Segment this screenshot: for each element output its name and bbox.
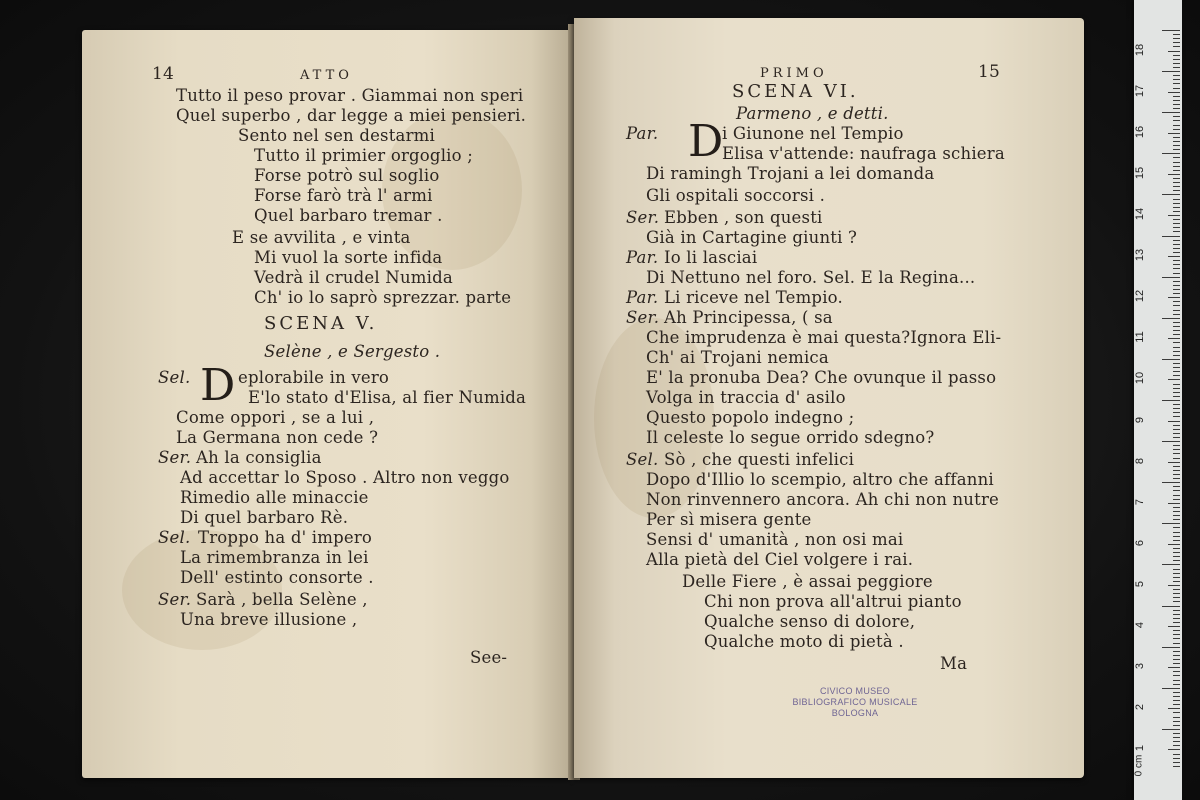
dialogue-line: i Giunone nel Tempio xyxy=(722,124,904,143)
verse-line: Quel barbaro tremar . xyxy=(254,206,443,225)
ruler-tick xyxy=(1173,67,1180,68)
ruler-tick xyxy=(1173,717,1180,718)
ruler-number: 17 xyxy=(1134,84,1146,97)
ruler-tick xyxy=(1173,116,1180,117)
ruler-tick xyxy=(1162,400,1180,401)
ruler-tick xyxy=(1173,511,1180,512)
ruler-tick xyxy=(1173,281,1180,282)
ruler-tick xyxy=(1173,704,1180,705)
dialogue-line: Qualche moto di pietà . xyxy=(704,632,904,651)
ruler-tick xyxy=(1173,622,1180,623)
ruler-tick xyxy=(1162,71,1180,72)
speaker-label: Ser. xyxy=(626,308,660,327)
ruler-tick xyxy=(1173,581,1180,582)
dialogue-line: Il celeste lo segue orrido sdegno? xyxy=(646,428,935,447)
ruler-number: 5 xyxy=(1134,580,1146,588)
dialogue-line: Rimedio alle minaccie xyxy=(180,488,369,507)
dialogue-line: Alla pietà del Ciel volgere i rai. xyxy=(646,550,914,569)
ruler-tick xyxy=(1173,437,1180,438)
ruler-tick xyxy=(1173,384,1180,385)
ruler-tick xyxy=(1173,301,1180,302)
ruler-tick xyxy=(1173,453,1180,454)
ruler-tick xyxy=(1173,540,1180,541)
speaker-label: Sel. xyxy=(158,368,191,387)
ruler-tick xyxy=(1173,593,1180,594)
dialogue-line: Li riceve nel Tempio. xyxy=(664,288,843,307)
running-head-left: ATTO xyxy=(300,68,353,83)
ruler-tick xyxy=(1173,186,1180,187)
ruler-tick xyxy=(1162,236,1180,237)
dialogue-line: Volga in traccia d' asilo xyxy=(646,388,846,407)
ruler-tick xyxy=(1173,569,1180,570)
ruler-tick xyxy=(1173,178,1180,179)
ruler-tick xyxy=(1173,355,1180,356)
ruler-tick xyxy=(1173,630,1180,631)
ruler-tick xyxy=(1173,330,1180,331)
ruler-tick xyxy=(1173,104,1180,105)
ruler-tick xyxy=(1173,322,1180,323)
ruler-tick xyxy=(1173,515,1180,516)
ruler-tick xyxy=(1173,141,1180,142)
ruler-tick xyxy=(1173,79,1180,80)
ruler-tick xyxy=(1173,433,1180,434)
ruler-tick xyxy=(1173,536,1180,537)
dropcap-right: D xyxy=(688,116,724,167)
dialogue-line: Qualche senso di dolore, xyxy=(704,612,916,631)
ruler-tick xyxy=(1162,688,1180,689)
dialogue-line: Già in Cartagine giunti ? xyxy=(646,228,858,247)
ruler-tick xyxy=(1173,388,1180,389)
dialogue-line: Ad accettar lo Sposo . Altro non veggo xyxy=(180,468,510,487)
ruler-tick xyxy=(1173,486,1180,487)
dialogue-line: Sarà , bella Selène , xyxy=(196,590,368,609)
ruler-tick xyxy=(1168,256,1180,257)
ruler-tick xyxy=(1173,643,1180,644)
ruler-tick xyxy=(1162,30,1180,31)
verse-line: Tutto il peso provar . Giammai non speri xyxy=(176,86,524,105)
ruler-tick xyxy=(1173,285,1180,286)
ruler-tick xyxy=(1173,244,1180,245)
ruler-tick xyxy=(1173,470,1180,471)
ruler-tick xyxy=(1173,199,1180,200)
ruler-tick xyxy=(1173,223,1180,224)
ruler-tick xyxy=(1173,733,1180,734)
dialogue-line: Dell' estinto consorte . xyxy=(180,568,374,587)
ruler-tick xyxy=(1173,207,1180,208)
ruler-number: 7 xyxy=(1134,498,1146,505)
ruler-number: 1 xyxy=(1134,745,1146,752)
dialogue-line: Una breve illusione , xyxy=(180,610,358,629)
ruler-tick xyxy=(1168,421,1180,422)
ruler-tick xyxy=(1168,215,1180,216)
ruler-tick xyxy=(1173,310,1180,311)
ruler-tick xyxy=(1173,527,1180,528)
stamp-line: BOLOGNA xyxy=(831,708,879,718)
ruler-tick xyxy=(1173,573,1180,574)
ruler-tick xyxy=(1173,88,1180,89)
ruler-tick xyxy=(1173,375,1180,376)
running-head-right: PRIMO xyxy=(760,66,828,81)
ruler-tick xyxy=(1168,297,1180,298)
ruler-tick xyxy=(1162,482,1180,483)
library-stamp xyxy=(780,686,930,719)
ruler-tick xyxy=(1162,564,1180,565)
ruler-unit-label: 0 cm xyxy=(1133,754,1145,777)
ruler-tick xyxy=(1173,478,1180,479)
ruler-tick xyxy=(1173,137,1180,138)
ruler-tick xyxy=(1173,675,1180,676)
ruler-tick xyxy=(1173,758,1180,759)
ruler-tick xyxy=(1173,741,1180,742)
ruler-tick xyxy=(1173,211,1180,212)
dialogue-line: Non rinvennero ancora. Ah chi non nutre xyxy=(646,490,1000,509)
ruler-tick xyxy=(1168,503,1180,504)
ruler-tick xyxy=(1173,162,1180,163)
ruler-tick xyxy=(1173,326,1180,327)
ruler-tick xyxy=(1173,120,1180,121)
speaker-label: Ser. xyxy=(626,208,660,227)
ruler-tick xyxy=(1173,363,1180,364)
verse-line: Forse farò trà l' armi xyxy=(254,186,433,205)
ruler-tick xyxy=(1168,92,1180,93)
ruler-tick xyxy=(1173,219,1180,220)
dialogue-line: Di ramingh Trojani a lei domanda xyxy=(646,164,935,183)
ruler-number: 11 xyxy=(1134,331,1146,344)
ruler-number: 14 xyxy=(1134,207,1146,221)
ruler-tick xyxy=(1173,273,1180,274)
ruler-tick xyxy=(1168,667,1180,668)
ruler-tick xyxy=(1173,556,1180,557)
ruler-number: 6 xyxy=(1134,539,1146,546)
ruler-tick xyxy=(1173,166,1180,167)
ruler-tick xyxy=(1173,347,1180,348)
speaker-label: Sel. xyxy=(158,528,191,547)
ruler-tick xyxy=(1173,700,1180,701)
verse-line: E se avvilita , e vinta xyxy=(232,228,411,247)
ruler-tick xyxy=(1173,408,1180,409)
ruler-number: 3 xyxy=(1134,663,1146,670)
ruler-tick xyxy=(1162,647,1180,648)
verse-line: Sento nel sen destarmi xyxy=(238,126,435,145)
speaker-label: Par. xyxy=(626,124,659,143)
dialogue-line: E' la pronuba Dea? Che ovunque il passo xyxy=(646,368,997,387)
ruler-tick xyxy=(1173,129,1180,130)
ruler-tick xyxy=(1173,745,1180,746)
ruler-tick xyxy=(1173,367,1180,368)
ruler-tick xyxy=(1173,157,1180,158)
ruler-tick xyxy=(1173,268,1180,269)
ruler-tick xyxy=(1168,749,1180,750)
verse-line: Ch' io lo saprò sprezzar. parte xyxy=(254,288,512,307)
ruler-tick xyxy=(1173,46,1180,47)
ruler-tick xyxy=(1173,231,1180,232)
dialogue-line: Dopo d'Illio lo scempio, altro che affanni xyxy=(646,470,994,489)
ruler-tick xyxy=(1168,544,1180,545)
ruler-number: 13 xyxy=(1134,248,1146,262)
measurement-ruler xyxy=(1134,0,1182,800)
ruler-tick xyxy=(1162,112,1180,113)
scene-heading-right: SCENA VI. xyxy=(732,81,859,102)
ruler-tick xyxy=(1173,445,1180,446)
ruler-tick xyxy=(1162,606,1180,607)
ruler-tick xyxy=(1173,170,1180,171)
dialogue-line: Come oppori , se a lui , xyxy=(176,408,375,427)
ruler-tick xyxy=(1173,75,1180,76)
dialogue-line: Di Nettuno nel foro. Sel. E la Regina... xyxy=(646,268,976,287)
ruler-tick xyxy=(1168,51,1180,52)
ruler-tick xyxy=(1162,441,1180,442)
ruler-tick xyxy=(1173,396,1180,397)
ruler-tick xyxy=(1173,38,1180,39)
dropcap-left: D xyxy=(200,360,236,411)
ruler-tick xyxy=(1173,371,1180,372)
dialogue-line: La rimembranza in lei xyxy=(180,548,369,567)
characters-right: Parmeno , e detti. xyxy=(736,104,889,123)
ruler-tick xyxy=(1173,552,1180,553)
page-number-right: 15 xyxy=(978,62,1001,82)
speaker-label: Ser. xyxy=(158,448,192,467)
ruler-tick xyxy=(1173,404,1180,405)
scene-heading-left: SCENA V. xyxy=(264,313,378,334)
speaker-label: Ser. xyxy=(158,590,192,609)
ruler-tick xyxy=(1173,334,1180,335)
dialogue-line: Sensi d' umanità , non osi mai xyxy=(646,530,904,549)
ruler-tick xyxy=(1168,626,1180,627)
dialogue-line: Ah Principessa, ( sa xyxy=(664,308,833,327)
ruler-tick xyxy=(1162,359,1180,360)
dialogue-line: Io li lasciai xyxy=(664,248,758,267)
ruler-number: 18 xyxy=(1134,43,1146,56)
ruler-tick xyxy=(1173,182,1180,183)
dialogue-line: Che imprudenza è mai questa?Ignora Eli- xyxy=(646,328,1002,347)
catchword-right: Ma xyxy=(940,654,968,673)
ruler-tick xyxy=(1173,721,1180,722)
dialogue-line: Elisa v'attende: naufraga schiera xyxy=(722,144,1005,163)
ruler-tick xyxy=(1168,379,1180,380)
ruler-tick xyxy=(1173,293,1180,294)
ruler-tick xyxy=(1173,289,1180,290)
catchword-left: See- xyxy=(470,648,508,667)
ruler-tick xyxy=(1173,412,1180,413)
ruler-tick xyxy=(1173,149,1180,150)
ruler-tick xyxy=(1173,519,1180,520)
ruler-number: 15 xyxy=(1134,166,1146,179)
ruler-tick xyxy=(1168,174,1180,175)
ruler-tick xyxy=(1173,474,1180,475)
ruler-tick xyxy=(1162,523,1180,524)
ruler-tick xyxy=(1173,190,1180,191)
verse-line: Quel superbo , dar legge a miei pensieri. xyxy=(176,106,527,125)
ruler-tick xyxy=(1173,252,1180,253)
ruler-tick xyxy=(1173,203,1180,204)
ruler-tick xyxy=(1173,684,1180,685)
ruler-number: 16 xyxy=(1134,125,1146,138)
ruler-tick xyxy=(1173,548,1180,549)
ruler-tick xyxy=(1173,601,1180,602)
dialogue-line: Delle Fiere , è assai peggiore xyxy=(682,572,933,591)
ruler-tick xyxy=(1173,495,1180,496)
ruler-tick xyxy=(1173,614,1180,615)
verse-line: Vedrà il crudel Numida xyxy=(254,268,453,287)
ruler-tick xyxy=(1173,429,1180,430)
ruler-tick xyxy=(1173,725,1180,726)
ruler-tick xyxy=(1173,712,1180,713)
ruler-tick xyxy=(1173,671,1180,672)
ruler-tick xyxy=(1168,585,1180,586)
ruler-tick xyxy=(1173,458,1180,459)
ruler-tick xyxy=(1173,663,1180,664)
ruler-tick xyxy=(1173,737,1180,738)
ruler-tick xyxy=(1173,634,1180,635)
ruler-tick xyxy=(1173,305,1180,306)
ruler-tick xyxy=(1168,133,1180,134)
dialogue-line: La Germana non cede ? xyxy=(176,428,379,447)
ruler-tick xyxy=(1173,351,1180,352)
page-number-left: 14 xyxy=(152,64,175,84)
ruler-tick xyxy=(1168,462,1180,463)
ruler-tick xyxy=(1173,655,1180,656)
ruler-tick xyxy=(1173,692,1180,693)
ruler-tick xyxy=(1173,63,1180,64)
ruler-tick xyxy=(1162,153,1180,154)
ruler-tick xyxy=(1173,638,1180,639)
ruler-tick xyxy=(1173,560,1180,561)
ruler-tick xyxy=(1173,248,1180,249)
ruler-tick xyxy=(1173,532,1180,533)
ruler-tick xyxy=(1162,194,1180,195)
dialogue-line: Gli ospitali soccorsi . xyxy=(646,186,826,205)
ruler-number: 12 xyxy=(1134,290,1146,303)
dialogue-line: Ebben , son questi xyxy=(664,208,823,227)
dialogue-line: eplorabile in vero xyxy=(238,368,390,387)
ruler-tick xyxy=(1173,651,1180,652)
ruler-tick xyxy=(1173,125,1180,126)
characters-left: Selène , e Sergesto . xyxy=(264,342,441,361)
ruler-tick xyxy=(1173,618,1180,619)
dialogue-line: Sò , che questi infelici xyxy=(664,450,855,469)
ruler-tick xyxy=(1173,766,1180,767)
stamp-line: BIBLIOGRAFICO MUSICALE xyxy=(792,697,918,707)
ruler-tick xyxy=(1173,145,1180,146)
verse-line: Forse potrò sul soglio xyxy=(254,166,440,185)
ruler-tick xyxy=(1173,696,1180,697)
ruler-number: 2 xyxy=(1134,704,1146,711)
ruler-tick xyxy=(1173,449,1180,450)
ruler-tick xyxy=(1173,577,1180,578)
ruler-tick xyxy=(1173,42,1180,43)
speaker-label: Sel. xyxy=(626,450,659,469)
ruler-tick xyxy=(1173,762,1180,763)
ruler-number: 9 xyxy=(1134,416,1146,423)
ruler-tick xyxy=(1173,659,1180,660)
ruler-tick xyxy=(1173,425,1180,426)
dialogue-line: Troppo ha d' impero xyxy=(198,528,373,547)
ruler-tick xyxy=(1173,597,1180,598)
dialogue-line: E'lo stato d'Elisa, al fier Numida xyxy=(248,388,527,407)
ruler-tick xyxy=(1173,680,1180,681)
speaker-label: Par. xyxy=(626,248,659,267)
ruler-tick xyxy=(1173,392,1180,393)
verse-line: Tutto il primier orgoglio ; xyxy=(254,146,473,165)
dialogue-line: Per sì misera gente xyxy=(646,510,812,529)
ruler-tick xyxy=(1173,108,1180,109)
ruler-tick xyxy=(1173,314,1180,315)
ruler-number: 10 xyxy=(1134,372,1146,385)
dialogue-line: Di quel barbaro Rè. xyxy=(180,508,349,527)
ruler-tick xyxy=(1173,466,1180,467)
ruler-tick xyxy=(1173,83,1180,84)
dialogue-line: Chi non prova all'altrui pianto xyxy=(704,592,962,611)
ruler-tick xyxy=(1162,318,1180,319)
ruler-tick xyxy=(1173,240,1180,241)
ruler-tick xyxy=(1173,610,1180,611)
ruler-tick xyxy=(1173,507,1180,508)
ruler-tick xyxy=(1173,34,1180,35)
ruler-tick xyxy=(1173,342,1180,343)
ruler-tick xyxy=(1173,589,1180,590)
ruler-tick xyxy=(1173,416,1180,417)
speaker-label: Par. xyxy=(626,288,659,307)
ruler-tick xyxy=(1173,96,1180,97)
ruler-tick xyxy=(1162,277,1180,278)
ruler-tick xyxy=(1173,260,1180,261)
ruler-tick xyxy=(1173,227,1180,228)
ruler-tick xyxy=(1173,100,1180,101)
ruler-tick xyxy=(1173,264,1180,265)
ruler-number: 4 xyxy=(1134,622,1146,629)
dialogue-line: Ah la consiglia xyxy=(196,448,322,467)
ruler-tick xyxy=(1173,55,1180,56)
ruler-tick xyxy=(1173,59,1180,60)
ruler-tick xyxy=(1168,708,1180,709)
ruler-tick xyxy=(1162,729,1180,730)
ruler-tick xyxy=(1173,754,1180,755)
dialogue-line: Ch' ai Trojani nemica xyxy=(646,348,829,367)
ruler-tick xyxy=(1173,499,1180,500)
verse-line: Mi vuol la sorte infida xyxy=(254,248,443,267)
ruler-number: 8 xyxy=(1134,457,1146,464)
ruler-tick xyxy=(1168,338,1180,339)
dialogue-line: Questo popolo indegno ; xyxy=(646,408,855,427)
stamp-line: CIVICO MUSEO xyxy=(819,686,891,696)
ruler-tick xyxy=(1173,490,1180,491)
